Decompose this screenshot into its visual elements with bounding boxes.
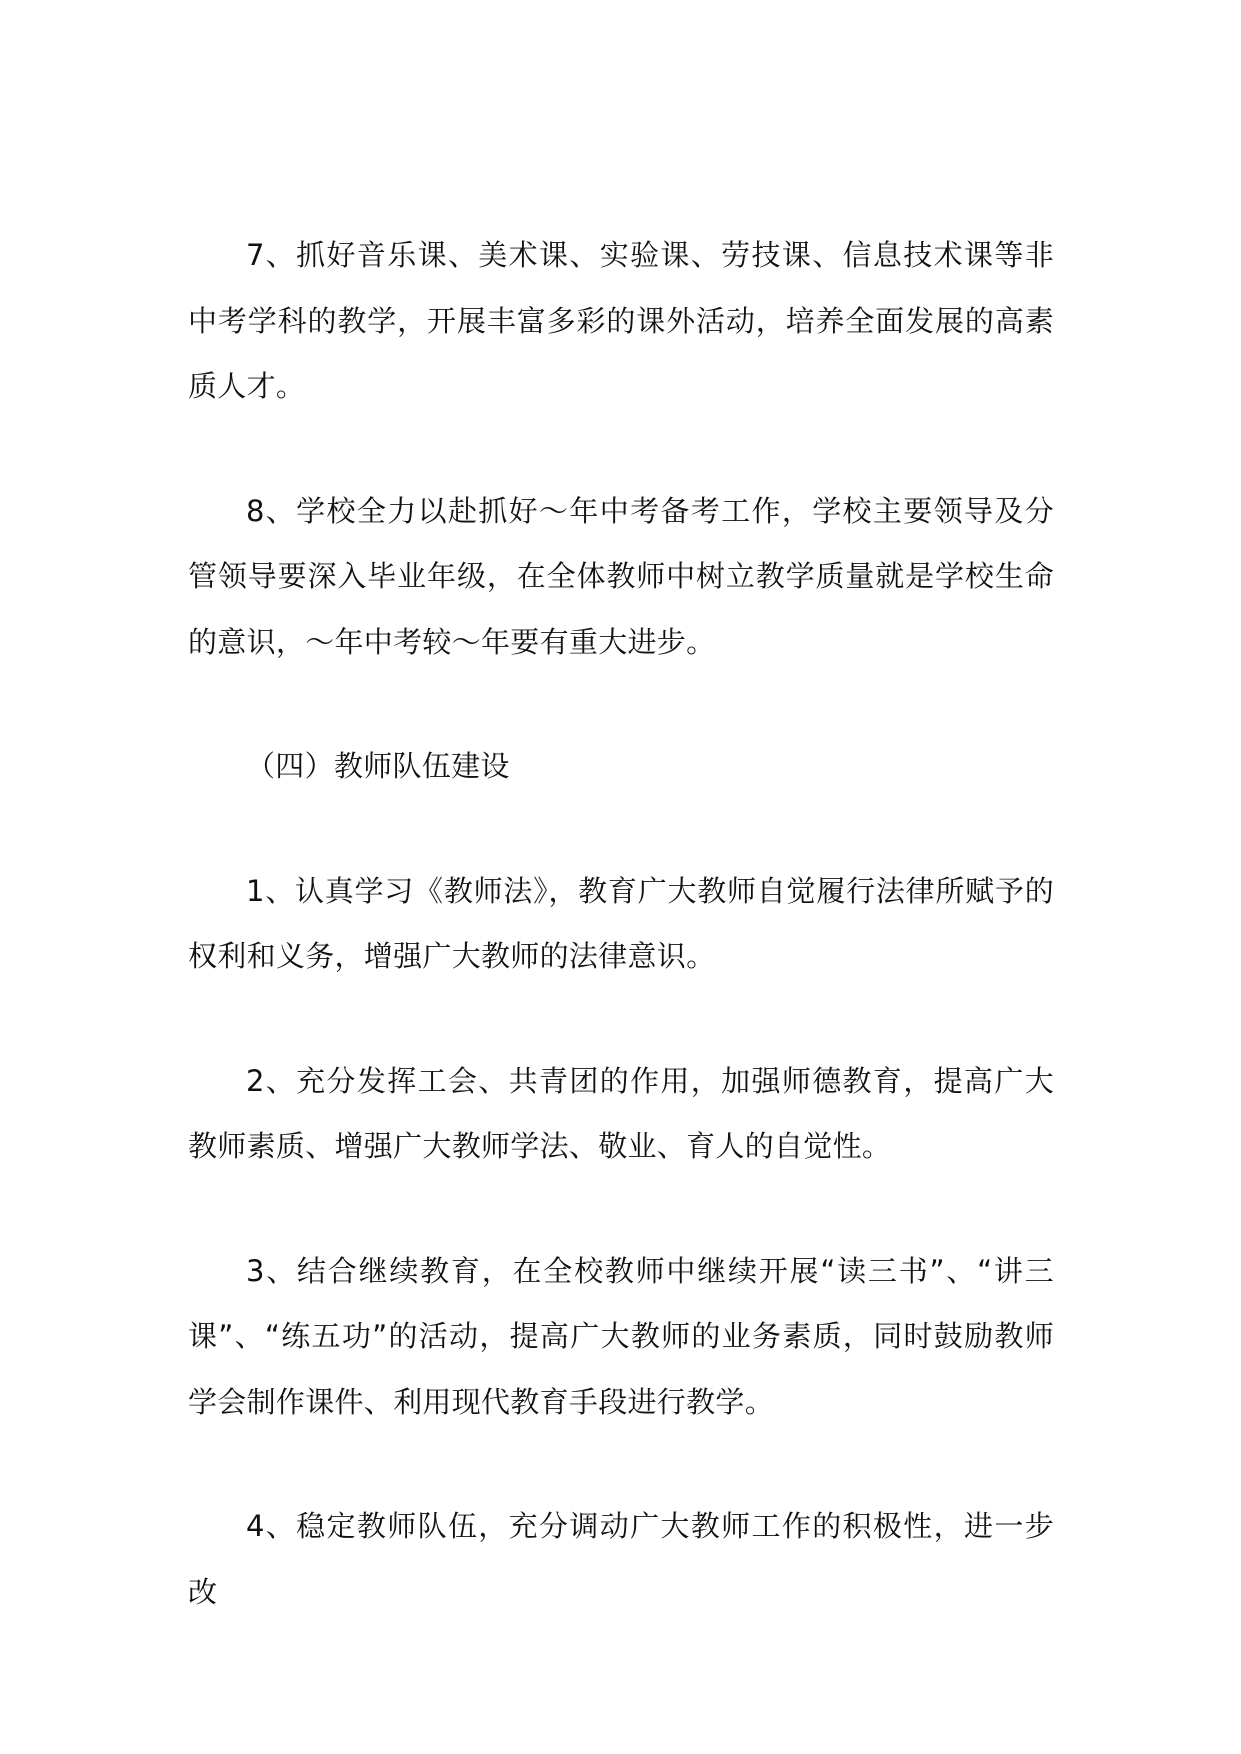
document-body bbox=[188, 223, 1054, 1684]
paragraph-item-4: 4、稳定教师队伍，充分调动广大教师工作的积极性，进一步改 bbox=[188, 1509, 1054, 1609]
paragraph-item-3: 3、结合继续教育，在全校教师中继续开展“读三书”、“讲三课”、“练五功”的活动，提高广大教师的业务素质，同时鼓励教师学会制作课件、利用现代教育手段进行教学。 bbox=[188, 1253, 1054, 1419]
paragraph-item-7: 7、抓好音乐课、美术课、实验课、劳技课、信息技术课等非中考学科的教学，开展丰富多彩的课外活动，培养全面发展的高素质人才。 bbox=[188, 238, 1054, 403]
paragraph-item-8: 8、学校全力以赴抓好～年中考备考工作，学校主要领导及分管领导要深入毕业年级，在全体教师中树立教学质量就是学校生命的意识，～年中考较～年要有重大进步。 bbox=[188, 493, 1054, 659]
paragraph-item-1: 1、认真学习《教师法》，教育广大教师自觉履行法律所赋予的权利和义务，增强广大教师的法律意识。 bbox=[188, 873, 1054, 973]
paragraph-item-2: 2、充分发挥工会、共青团的作用，加强师德教育，提高广大教师素质、增强广大教师学法、敬业、育人的自觉性。 bbox=[188, 1063, 1054, 1163]
section-heading-teacher-team: （四）教师队伍建设 bbox=[246, 749, 510, 783]
